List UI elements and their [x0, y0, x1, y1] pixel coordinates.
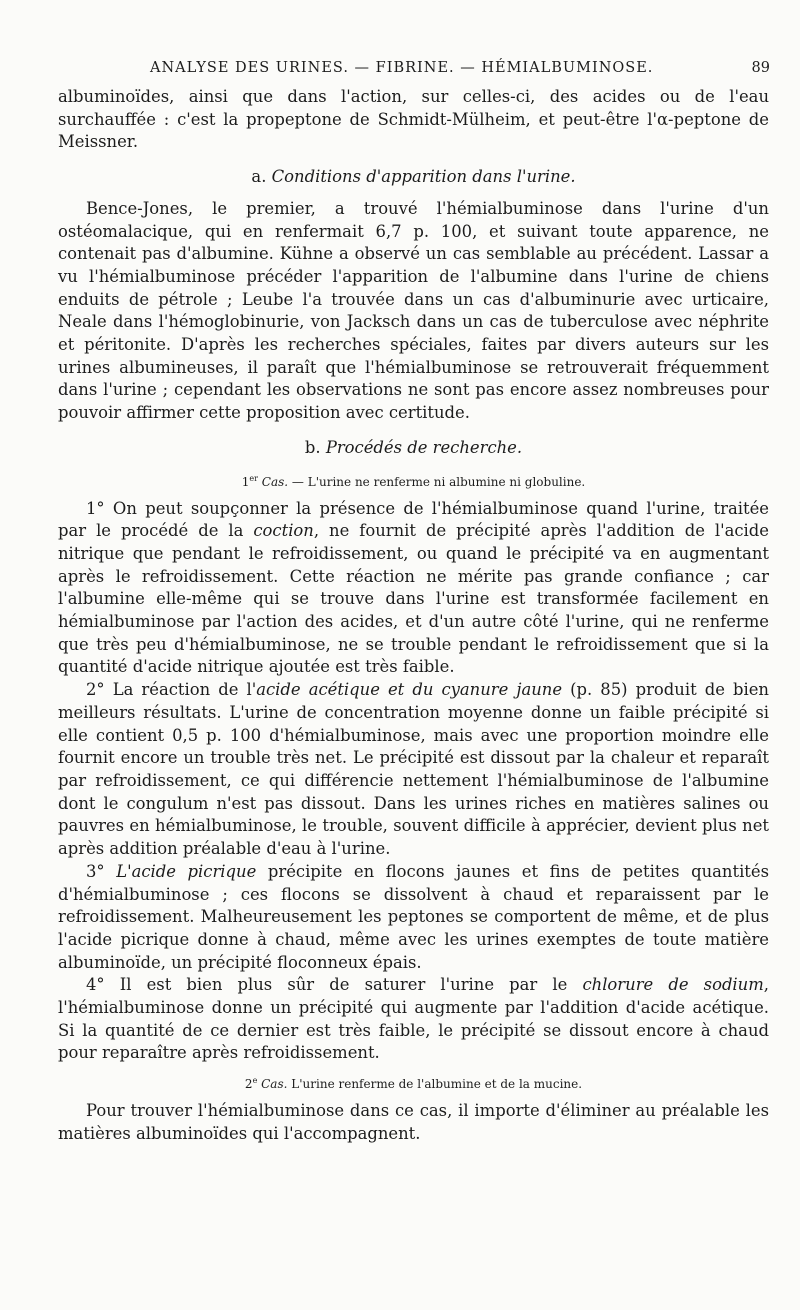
case-label: Cas.: [261, 474, 289, 489]
text-run: 3°: [86, 861, 117, 881]
section-title: Procédés de recherche.: [325, 437, 523, 457]
page-number: 89: [751, 60, 770, 76]
case-heading-1: [58, 469, 769, 492]
paragraph: [58, 861, 769, 975]
text-emphasis: chlorure de sodium: [582, 975, 764, 995]
section-heading-a: [58, 166, 769, 189]
text-emphasis: acide acétique et du cyanure jaune: [256, 680, 563, 700]
paragraph: [58, 974, 769, 1065]
case-text: — L'urine ne renferme ni albumine ni globuline.: [291, 474, 586, 489]
paragraph: albuminoïdes, ainsi que dans l'action, sur celles-ci, des acides ou de l'eau surchauffée : c'est la propeptone de Schmidt-Mülheim, et peut-être l'α-peptone de Meissner.: [58, 87, 769, 152]
paragraph: [58, 679, 769, 861]
paragraph: Bence-Jones, le premier, a trouvé l'hémialbuminose dans l'urine d'un ostéomalacique, qui en renfermait 6,7 p. 100, et suivant toute apparence, ne contenait pas d'albumine. Kühne a observé un cas semblable au précédent. Lassar a vu l'hémialbuminose précéder l'apparition de l'albumine dans l'urine de chiens enduits de pétrole ; Leube l'a trouvée dans un cas d'albuminurie avec urticaire, Neale dans l'hémoglobinurie, von Jacksch dans un cas de tuberculose avec néphrite et péritonite. D'après les recherches spéciales, faites par divers auteurs sur les urines albumineuses, il paraît que l'hémialbuminose se retrouverait fréquemment dans l'urine ; cependant les observations ne sont pas encore assez nombreuses pour pouvoir affirmer cette proposition avec certitude.: [58, 198, 769, 423]
text-run: 2° La réaction de l': [86, 680, 257, 700]
text-run: 1° On peut soupçonner la présence de l'hémialbuminose quand l'urine, traitée par le procédé de la: [58, 498, 769, 541]
case-ordinal: er: [249, 473, 258, 483]
text-emphasis: coction: [253, 521, 314, 541]
paragraph: Pour trouver l'hémialbuminose dans ce cas, il importe d'éliminer au préalable les matières albuminoïdes qui l'accompagnent.: [58, 1101, 769, 1143]
case-label: Cas.: [261, 1077, 288, 1092]
page-body: [58, 86, 769, 1146]
text-run: , l'hémialbuminose donne un précipité qui augmente par l'addition d'acide acétique. Si la quantité de ce dernier est très faible, le précipité se dissout encore à chaud pour reparaître après refroidissement.: [58, 975, 769, 1063]
text-run: (p. 85) produit de bien meilleurs résultats. L'urine de concentration moyenne donne un faible précipité si elle contient 0,5 p. 100 d'hémialbuminose, mais avec une proportion moindre elle fournit encore un trouble très net. Le précipité est dissout par la chaleur et reparaît par refroidissement, ce qui différencie nettement l'hémialbuminose de l'albumine dont le congulum n'est pas dissout. Dans les urines riches en matières salines ou pauvres en hémialbuminose, le trouble, souvent difficile à apprécier, devient plus net après addition préalable d'eau à l'urine.: [58, 680, 769, 859]
case-number: 2: [244, 1077, 253, 1092]
paragraph: [58, 498, 769, 680]
text-emphasis: L'acide picrique: [116, 861, 257, 881]
section-title: Conditions d'apparition dans l'urine.: [271, 167, 576, 187]
text-run: 4° Il est bien plus sûr de saturer l'urine par le: [86, 975, 583, 995]
text-run: , ne fournit de précipité après l'addition de l'acide nitrique que pendant le refroidissement, ou quand le précipité va en augmentant après le refroidissement. Cette réaction ne mérite pas grande confiance ; car l'albumine elle-même qui se trouve dans l'urine est transformée facilement en hémialbuminose par l'action des acides, et d'un autre côté l'urine, qui ne renferme que très peu d'hémialbuminose, ne se trouble pendant le refroidissement que si la quantité d'acide nitrique ajoutée est très faible.: [58, 521, 769, 677]
case-number: 1: [241, 474, 250, 489]
text-run: précipite en flocons jaunes et fins de petites quantités d'hémialbuminose ; ces flocons se dissolvent à chaud et reparaissent par le refroidissement. Malheureusement les peptones se comportent de même, et de plus l'acide picrique donne à chaud, même avec les urines exemptes de toute matière albuminoïde, un précipité floconneux épais.: [58, 861, 770, 972]
section-heading-b: [58, 437, 769, 460]
case-text: L'urine renferme de l'albumine et de la mucine.: [291, 1077, 583, 1092]
section-letter: a.: [251, 167, 267, 187]
running-title: ANALYSE DES URINES. — FIBRINE. — HÉMIALBUMINOSE.: [150, 60, 654, 76]
case-heading-2: [58, 1071, 769, 1094]
case-ordinal: e: [252, 1076, 258, 1086]
section-letter: b.: [304, 437, 321, 457]
